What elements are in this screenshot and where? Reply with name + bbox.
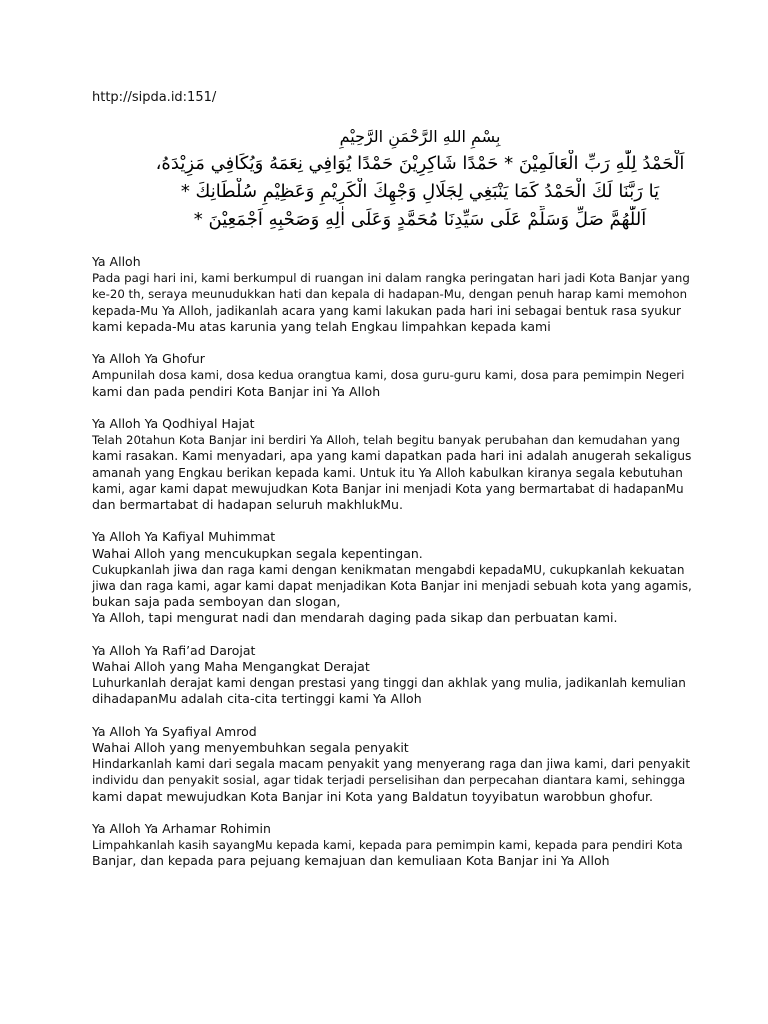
prayer-section [92, 643, 692, 708]
paragraph-line: Ya Alloh, tapi mengurat nadi dan mendarah daging pada sikap dan perbuatan kami. [92, 610, 618, 626]
source-url: http://sipda.id:151/ [92, 90, 217, 105]
paragraph-line: Hindarkanlah kami dari segala macam penyakit yang menyerang raga dan jiwa kami, dari penyakit [92, 757, 691, 772]
arabic-line: اَلْحَمْدُ لِلّٰهِ رَبِّ الْعَالَمِيْنَ * حَمْدًا شَاكِرِيْنَ حَمْدًا يُوَافِي نِعَمَهُ وَيُكَافِي مَزِيْدَهُ، [155, 153, 685, 174]
prayer-section [92, 529, 692, 626]
arabic-opening-prayer [150, 124, 690, 250]
prayer-section [92, 724, 692, 805]
paragraph-line: kami dan pada pendiri Kota Banjar ini Ya Alloh [92, 383, 381, 399]
paragraph-line: Wahai Alloh yang mencukupkan segala kepentingan. [92, 545, 423, 561]
paragraph-line: Telah 20tahun Kota Banjar ini berdiri Ya Alloh, telah begitu banyak perubahan dan kemudahan yang [92, 433, 681, 448]
paragraph-line: Banjar, dan kepada para pejuang kemajuan dan kemuliaan Kota Banjar ini Ya Alloh [92, 853, 610, 869]
paragraph-line: Luhurkanlah derajat kami dengan prestasi yang tinggi dan akhlak yang mulia, jadikanlah kemulian [92, 676, 686, 691]
paragraph-line: Pada pagi hari ini, kami berkumpul di ruangan ini dalam rangka peringatan hari jadi Kota Banjar yang [92, 271, 690, 286]
section-heading: Ya Alloh Ya Arhamar Rohimin [92, 821, 271, 837]
paragraph-line: Limpahkanlah kasih sayangMu kepada kami, kepada para pemimpin kami, kepada para pendiri Kota [92, 838, 683, 853]
prayer-section [92, 351, 692, 400]
section-heading: Ya Alloh Ya Kafiyal Muhimmat [92, 529, 276, 545]
paragraph-line: kami rasakan. Kami menyadari, apa yang kami dapatkan pada hari ini adalah anugerah sekaligus [92, 449, 692, 464]
paragraph-line: kami dapat mewujudkan Kota Banjar ini Kota yang Baldatun toyyibatun warobbun ghofur. [92, 788, 653, 804]
paragraph-line: kami kepada-Mu atas karunia yang telah Engkau limpahkan kepada kami [92, 318, 551, 334]
paragraph-line: kepada-Mu Ya Alloh, jadikanlah acara yang kami lakukan pada hari ini sebagai bentuk rasa syukur [92, 303, 681, 318]
section-heading: Ya Alloh [92, 254, 141, 269]
paragraph-line: Wahai Alloh yang menyembuhkan segala penyakit [92, 740, 409, 756]
paragraph-line: jiwa dan raga kami, agar kami dapat menjadikan Kota Banjar ini menjadi sebuah kota yang agamis, [92, 579, 692, 594]
paragraph-line: amanah yang Engkau berikan kepada kami. Untuk itu Ya Alloh kabulkan kiranya segala kebutuhan [92, 465, 683, 480]
paragraph-line: dihadapanMu adalah cita-cita tertinggi kami Ya Alloh [92, 691, 422, 707]
paragraph-line: Ampunilah dosa kami, dosa kedua orangtua kami, dosa guru-guru kami, dosa para pemimpin Negeri [92, 368, 685, 383]
prayer-text-body [92, 254, 692, 886]
paragraph-line: individu dan penyakit sosial, agar tidak terjadi perselisihan dan perpecahan diantara kami, sehingga [92, 773, 686, 788]
section-heading: Ya Alloh Ya Qodhiyal Hajat [92, 416, 255, 431]
paragraph-line: ke-20 th, seraya meunudukkan hati dan kepala di hadapan-Mu, dengan penuh harap kami memohon [92, 287, 688, 302]
section-heading: Ya Alloh Ya Rafi’ad Darojat [92, 642, 256, 658]
arabic-line: اَللّٰهُمَّ صَلِّ وَسَلِّمْ عَلَى سَيِّدِنَا مُحَمَّدٍ وَعَلَى اٰلِهِ وَصَحْبِهِ اَجْمَعِيْنَ * [193, 209, 647, 230]
prayer-section [92, 254, 692, 335]
paragraph-line: Wahai Alloh yang Maha Mengangkat Derajat [92, 659, 370, 675]
paragraph-line: Cukupkanlah jiwa dan raga kami dengan kenikmatan mengabdi kepadaMU, cukupkanlah kekuatan [92, 562, 685, 577]
paragraph-line: dan bermartabat di hadapan seluruh makhlukMu. [92, 497, 403, 513]
prayer-section [92, 416, 692, 513]
paragraph-line: kami, agar kami dapat mewujudkan Kota Banjar ini menjadi Kota yang bermartabat di hadapanMu [92, 481, 684, 496]
section-heading: Ya Alloh Ya Ghofur [92, 351, 205, 367]
arabic-line: يَا رَبَّنَا لَكَ الْحَمْدُ كَمَا يَنْبَغِي لِجَلَالِ وَجْهِكَ الْكَرِيْمِ وَعَظِيْمِ سُلْطَانِكَ * [180, 181, 660, 202]
paragraph-line: bukan saja pada semboyan dan slogan, [92, 594, 341, 610]
section-heading: Ya Alloh Ya Syafiyal Amrod [92, 723, 257, 739]
arabic-basmala-line: بِسْمِ اللهِ الرَّحْمَنِ الرَّحِيْمِ [339, 127, 501, 146]
prayer-section [92, 821, 692, 870]
